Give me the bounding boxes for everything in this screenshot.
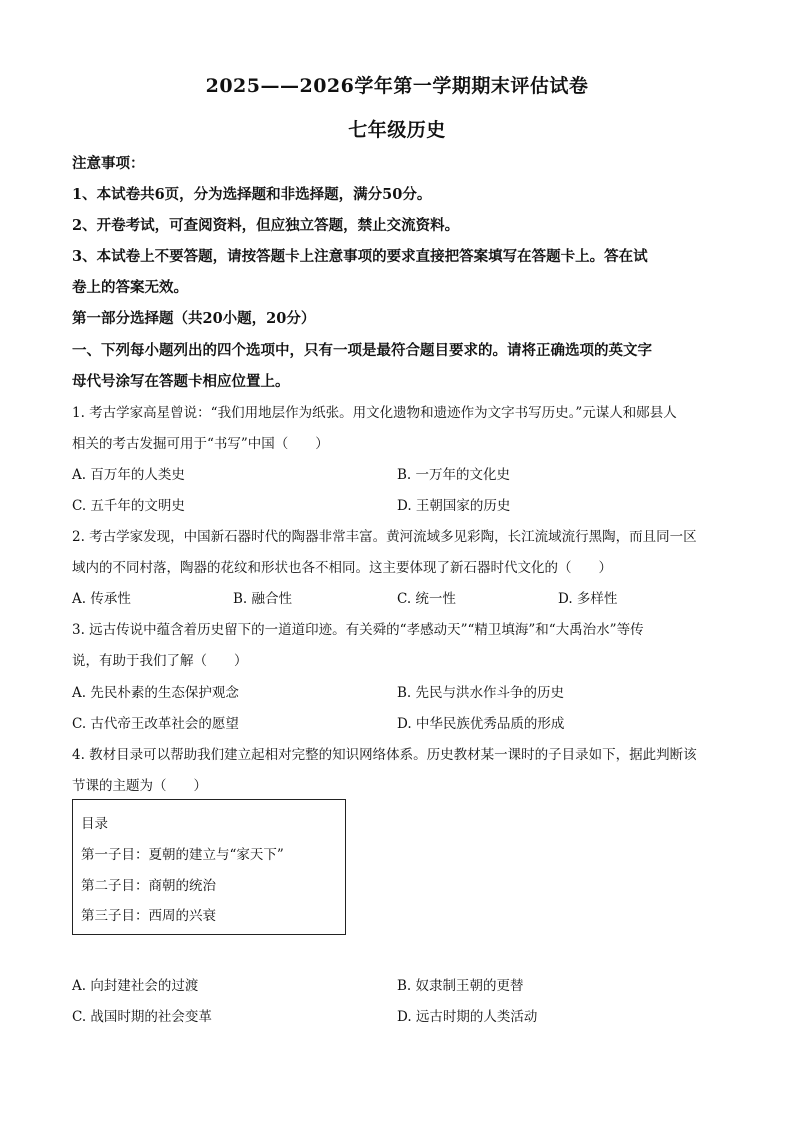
question-4-text: 4. 教材目录可以帮助我们建立起相对完整的知识网络体系。历史教材某一课时的子目录如下，据此判断该 (72, 747, 697, 763)
question-4-option-b: B. 奴隶制王朝的更替 (397, 978, 524, 994)
notice-item: 3、本试卷上不要答题，请按答题卡上注意事项的要求直接把答案填写在答题卡上。答在试 (72, 248, 648, 265)
question-4-text: 节课的主题为（ ） (72, 778, 207, 794)
question-4-option-d: D. 远古时期的人类活动 (397, 1009, 538, 1025)
question-1-option-c: C. 五千年的文明史 (72, 498, 185, 514)
part1-instruction: 母代号涂写在答题卡相应位置上。 (72, 373, 290, 390)
part1-heading: 第一部分选择题（共20小题，20分） (72, 310, 316, 327)
toc-item: 第三子目：西周的兴衰 (81, 908, 216, 924)
question-2-option-c: C. 统一性 (397, 591, 456, 607)
question-1-option-b: B. 一万年的文化史 (397, 467, 511, 483)
exam-title: 2025——2026学年第一学期期末评估试卷 (205, 75, 589, 97)
question-4-table-of-contents (72, 799, 346, 935)
question-3-option-d: D. 中华民族优秀品质的形成 (397, 716, 565, 732)
notice-item: 卷上的答案无效。 (72, 279, 188, 296)
part1-instruction: 一、下列每小题列出的四个选项中，只有一项是最符合题目要求的。请将正确选项的英文字 (72, 342, 652, 359)
notice-heading: 注意事项： (72, 155, 145, 172)
exam-subtitle: 七年级历史 (348, 119, 446, 141)
notice-item: 1、本试卷共6页，分为选择题和非选择题，满分50分。 (72, 186, 432, 203)
question-1-text: 相关的考古发掘可用于“书写”中国（ ） (72, 436, 329, 452)
question-1-text: 1. 考古学家高星曾说：“我们用地层作为纸张。用文化遗物和遗迹作为文字书写历史。”元谋人和郧县人 (72, 405, 677, 421)
question-3-text: 说，有助于我们了解（ ） (72, 653, 248, 669)
question-1-option-d: D. 王朝国家的历史 (397, 498, 511, 514)
question-2-text: 域内的不同村落，陶器的花纹和形状也各不相同。这主要体现了新石器时代文化的（ ） (72, 560, 612, 576)
notice-item: 2、开卷考试，可查阅资料，但应独立答题，禁止交流资料。 (72, 217, 460, 234)
question-2-text: 2. 考古学家发现，中国新石器时代的陶器非常丰富。黄河流域多见彩陶，长江流域流行黑陶，而且同一区 (72, 529, 697, 545)
question-3-option-a: A. 先民朴素的生态保护观念 (72, 685, 239, 701)
toc-item: 第二子目：商朝的统治 (81, 878, 216, 894)
question-3-option-c: C. 古代帝王改革社会的愿望 (72, 716, 239, 732)
toc-item: 第一子目：夏朝的建立与“家天下” (81, 847, 284, 863)
question-2-option-b: B. 融合性 (233, 591, 293, 607)
question-2-option-d: D. 多样性 (558, 591, 618, 607)
question-3-option-b: B. 先民与洪水作斗争的历史 (397, 685, 565, 701)
question-2-option-a: A. 传承性 (72, 591, 131, 607)
question-4-option-c: C. 战国时期的社会变革 (72, 1009, 212, 1025)
toc-heading: 目录 (81, 816, 108, 832)
question-4-option-a: A. 向封建社会的过渡 (72, 978, 199, 994)
question-1-option-a: A. 百万年的人类史 (72, 467, 185, 483)
question-3-text: 3. 远古传说中蕴含着历史留下的一道道印迹。有关舜的“孝感动天”“精卫填海”和“大禹治水”等传 (72, 622, 644, 638)
